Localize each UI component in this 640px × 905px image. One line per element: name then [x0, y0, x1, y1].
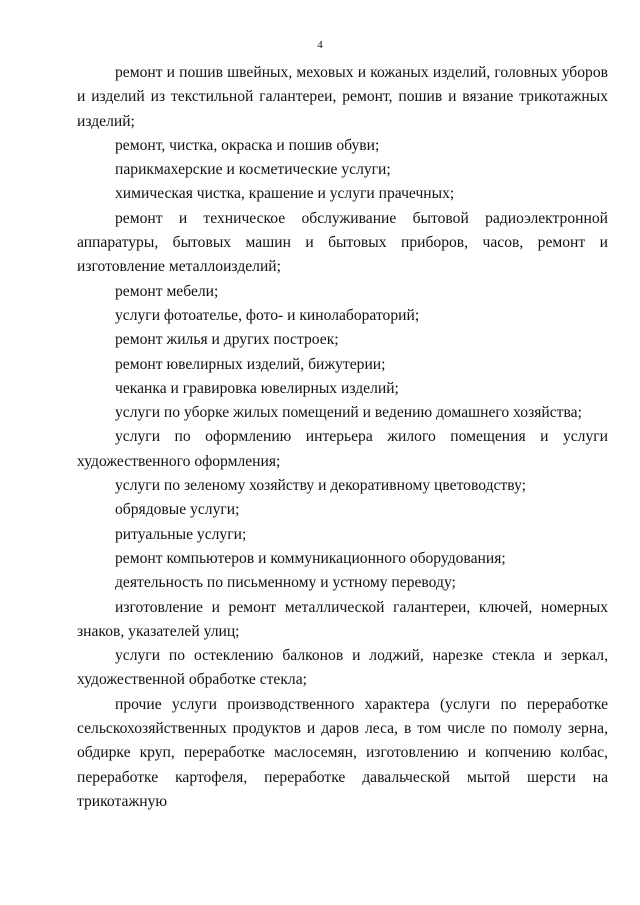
list-item-other-production: прочие услуги производственного характера (услуги по переработке сельскохозяйственных продуктов и даров леса, в том числе по помолу зерна, обдирке круп, переработке маслосемян, изготовлению и копчению колбас, переработке картофеля, переработке давальческой мытой шерсти на трикотажную	[77, 695, 608, 810]
list-item-housekeeping: услуги по уборке жилых помещений и ведению домашнего хозяйства;	[115, 404, 582, 422]
list-item-sewing-repair: ремонт и пошив швейных, меховых и кожаных изделий, головных уборов и изделий из текстильной галантереи, ремонт, пошив и вязание трикотажных изделий;	[77, 64, 608, 130]
list-item-gardening: услуги по зеленому хозяйству и декоративному цветоводству;	[115, 477, 527, 495]
list-item-furniture-repair: ремонт мебели;	[115, 282, 219, 300]
document-body	[77, 61, 608, 814]
list-item-glazing: услуги по остеклению балконов и лоджий, нарезке стекла и зеркал, художественной обработке стекла;	[77, 647, 608, 689]
page-number: 4	[317, 39, 323, 51]
list-item-appliance-repair: ремонт и техническое обслуживание бытовой радиоэлектронной аппаратуры, бытовых машин и бытовых приборов, часов, ремонт и изготовление металлоизделий;	[77, 209, 608, 276]
list-item-photo-studio: услуги фотоателье, фото- и кинолабораторий;	[115, 306, 420, 324]
list-item-hairdressing: парикмахерские и косметические услуги;	[115, 161, 391, 179]
list-item-funeral: ритуальные услуги;	[115, 525, 247, 543]
list-item-translation: деятельность по письменному и устному переводу;	[115, 574, 456, 592]
list-item-computer-repair: ремонт компьютеров и коммуникационного оборудования;	[115, 549, 506, 567]
list-item-ceremonial: обрядовые услуги;	[115, 501, 240, 519]
list-item-engraving: чеканка и гравировка ювелирных изделий;	[115, 379, 399, 397]
list-item-interior-design: услуги по оформлению интерьера жилого помещения и услуги художественного оформления;	[77, 428, 608, 470]
list-item-shoe-repair: ремонт, чистка, окраска и пошив обуви;	[115, 136, 380, 154]
list-item-jewelry-repair: ремонт ювелирных изделий, бижутерии;	[115, 355, 386, 373]
list-item-housing-repair: ремонт жилья и других построек;	[115, 331, 339, 349]
list-item-dry-cleaning: химическая чистка, крашение и услуги прачечных;	[115, 185, 455, 203]
list-item-metal-goods: изготовление и ремонт металлической галантереи, ключей, номерных знаков, указателей улиц;	[77, 598, 608, 640]
